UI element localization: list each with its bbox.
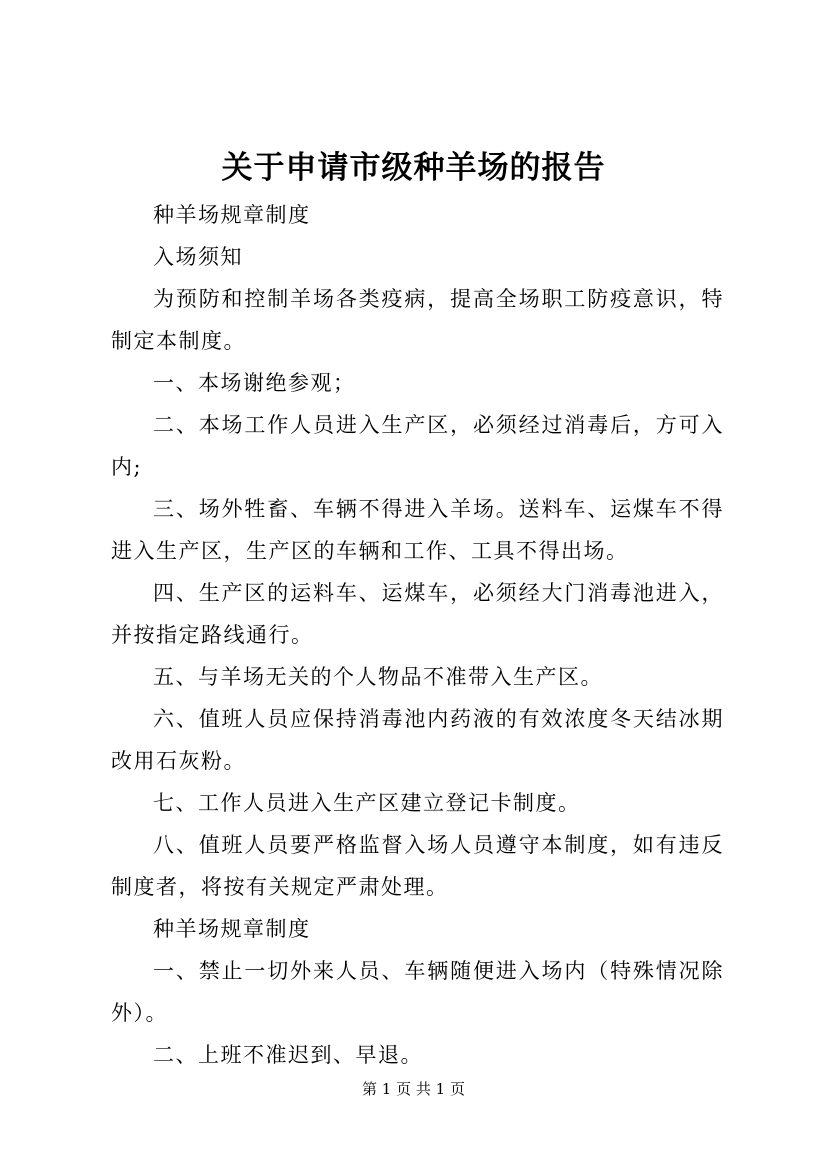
document-body bbox=[111, 194, 724, 1076]
document-title: 关于申请市级种羊场的报告 bbox=[221, 150, 606, 186]
paragraph: 为预防和控制羊场各类疫病，提高全场职工防疫意识，特制定本制度。 bbox=[111, 287, 724, 353]
paragraph: 五、与羊场无关的个人物品不准带入生产区。 bbox=[153, 665, 603, 689]
paragraph: 三、场外牲畜、车辆不得进入羊场。送料车、运煤车不得进入生产区，生产区的车辆和工作、工具不得出场。 bbox=[111, 497, 724, 563]
paragraph: 四、生产区的运料车、运煤车，必须经大门消毒池进入，并按指定路线通行。 bbox=[111, 581, 724, 647]
paragraph: 六、值班人员应保持消毒池内药液的有效浓度冬天结冰期改用石灰粉。 bbox=[111, 707, 724, 773]
paragraph: 一、禁止一切外来人员、车辆随便进入场内（特殊情况除外）。 bbox=[111, 959, 724, 1025]
paragraph: 七、工作人员进入生产区建立登记卡制度。 bbox=[153, 791, 581, 815]
paragraph: 种羊场规章制度 bbox=[153, 203, 311, 227]
paragraph: 种羊场规章制度 bbox=[153, 917, 311, 941]
paragraph: 入场须知 bbox=[153, 245, 243, 269]
paragraph: 二、上班不准迟到、早退。 bbox=[153, 1043, 423, 1067]
paragraph: 一、本场谢绝参观； bbox=[153, 371, 356, 395]
page-footer: 第 1 页 共 1 页 bbox=[362, 1080, 465, 1098]
paragraph: 二、本场工作人员进入生产区，必须经过消毒后，方可入内; bbox=[111, 413, 724, 479]
paragraph: 八、值班人员要严格监督入场人员遵守本制度，如有违反制度者，将按有关规定严肃处理。 bbox=[111, 833, 724, 899]
